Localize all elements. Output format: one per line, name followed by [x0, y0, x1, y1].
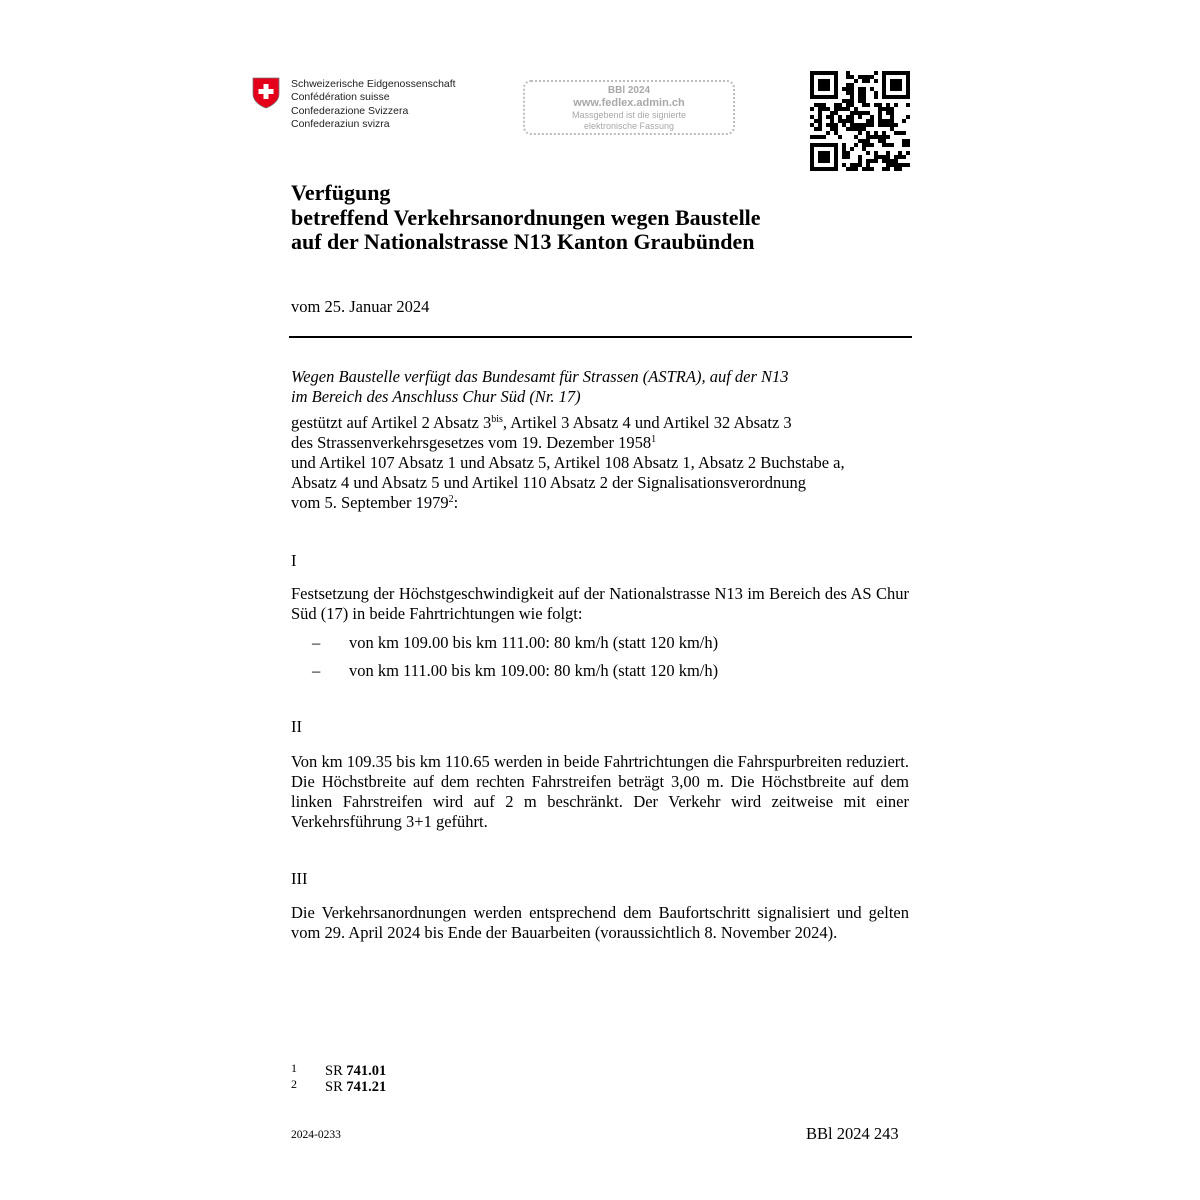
list-item-text: von km 111.00 bis km 109.00: 80 km/h (statt 120 km/h) [349, 661, 719, 680]
legal-basis-text: des Strassenverkehrsgesetzes vom 19. Dezember 1958 [291, 433, 652, 452]
legal-basis-line-5 [291, 493, 845, 513]
title-line-2: betreffend Verkehrsanordnungen wegen Baustelle [291, 204, 761, 230]
preamble-italic-line-1: Wegen Baustelle verfügt das Bundesamt für Strassen (ASTRA), auf der N13 [291, 367, 789, 386]
section-numeral-2: II [291, 717, 302, 736]
legal-basis-line-2 [291, 433, 845, 453]
superscript-bis: bis [491, 414, 503, 425]
legal-basis-text: , Artikel 3 Absatz 4 und Artikel 32 Absatz 3 [502, 413, 792, 432]
legal-basis-line-3: und Artikel 107 Absatz 1 und Absatz 5, Artikel 108 Absatz 1, Absatz 2 Buchstabe a, [291, 453, 845, 472]
section-3-text: Die Verkehrsanordnungen werden entsprechend dem Baufortschritt signalisiert und gelten vom 29. April 2024 bis Ende der Bauarbeiten (voraussichtlich 8. November 2024). [291, 903, 909, 942]
footnote-ref-1[interactable]: 1 [651, 434, 657, 445]
legal-basis-line-1 [291, 413, 845, 433]
section-numeral-3: III [291, 869, 308, 888]
legal-basis-text: gestützt auf Artikel 2 Absatz 3 [291, 413, 492, 432]
qr-code-icon [810, 71, 910, 171]
confederation-line-rm: Confederaziun svizra [291, 117, 390, 130]
stamp-line-1: BBl 2024 [607, 85, 651, 96]
list-dash: – [312, 633, 321, 652]
footnote-sr-link[interactable]: 741.01 [346, 1063, 387, 1079]
preamble-italic-line-2: im Bereich des Anschluss Chur Süd (Nr. 17) [291, 387, 581, 406]
bbl-reference: BBl 2024 243 [806, 1124, 899, 1143]
title-line-1: Verfügung [291, 180, 391, 205]
confederation-line-fr: Confédération suisse [291, 91, 390, 104]
stamp-line-2: www.fedlex.admin.ch [573, 97, 685, 109]
list-item-text: von km 109.00 bis km 111.00: 80 km/h (statt 120 km/h) [349, 633, 719, 652]
legal-basis-line-4: Absatz 4 und Absatz 5 und Artikel 110 Absatz 2 der Signalisationsverordnung [291, 473, 806, 492]
footnote-prefix: SR [325, 1079, 347, 1095]
stamp-line-3: Massgebend ist die signierte [571, 110, 687, 120]
swiss-crest-logo [252, 77, 280, 109]
footnote-sr-link[interactable]: 741.21 [346, 1079, 387, 1095]
footnote-number: 1 [291, 1061, 297, 1075]
document-date: vom 25. Januar 2024 [291, 297, 430, 316]
document-number: 2024-0233 [291, 1129, 341, 1141]
legal-basis-text: vom 5. September 1979 [291, 493, 449, 512]
footnote-number: 2 [291, 1077, 297, 1091]
footnote-text [325, 1079, 386, 1095]
section-numeral-1: I [291, 551, 297, 570]
footnote-text [325, 1063, 386, 1079]
fedlex-stamp [523, 80, 735, 135]
document-title [291, 181, 761, 255]
footnote-ref-2[interactable]: 2 [448, 494, 454, 505]
confederation-names [291, 78, 456, 131]
preamble-italic [291, 367, 789, 407]
legal-basis [291, 413, 845, 513]
section-1-text: Festsetzung der Höchstgeschwindigkeit auf der Nationalstrasse N13 im Bereich des AS Chur Süd (17) in beide Fahrtrichtungen wie folgt: [291, 584, 909, 623]
confederation-line-it: Confederazione Svizzera [291, 104, 409, 117]
legal-basis-text: : [453, 493, 459, 512]
footnote-prefix: SR [325, 1063, 347, 1079]
title-line-3: auf der Nationalstrasse N13 Kanton Graubünden [291, 229, 755, 254]
header-divider [289, 336, 912, 338]
list-dash: – [312, 661, 321, 680]
section-2-text: Von km 109.35 bis km 110.65 werden in beide Fahrtrichtungen die Fahrspurbreiten reduziert. Die Höchstbreite auf dem rechten Fahrstreifen beträgt 3,00 m. Die Höchstbreite auf dem linken Fahrstreifen wird auf 2 m beschränkt. Der Verkehr wird zeitweise mit einer Verkehrsführung 3+1 geführt. [291, 752, 909, 831]
confederation-line-de: Schweizerische Eidgenossenschaft [291, 78, 456, 90]
stamp-line-4: elektronische Fassung [583, 121, 675, 131]
